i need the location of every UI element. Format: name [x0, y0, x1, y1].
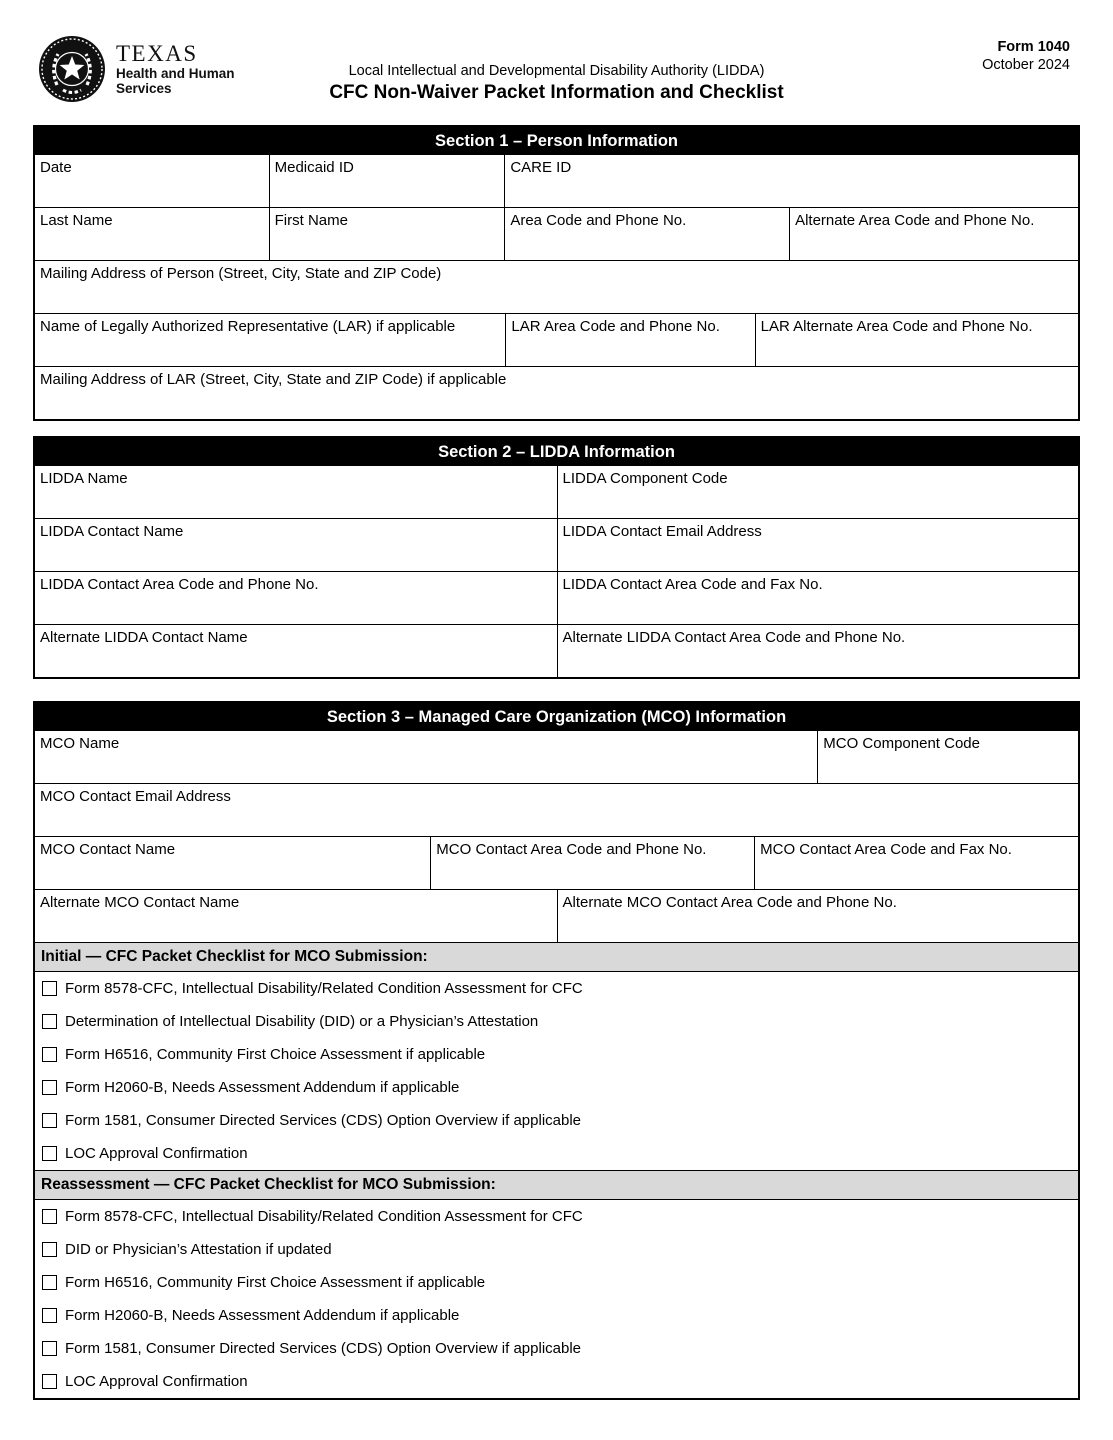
- field-lidda-contact-email-address[interactable]: [557, 519, 1079, 571]
- checklist-item-label: Form 1581, Consumer Directed Services (CDS) Option Overview if applicable: [65, 1339, 582, 1357]
- checklist-item-label: LOC Approval Confirmation: [65, 1372, 248, 1390]
- field-label: Area Code and Phone No.: [510, 212, 687, 229]
- field-name-of-legally-authorized-representative-lar-if-applicable[interactable]: [35, 314, 505, 366]
- reassessment-checkbox-form-h2060-b-needs-assessment-addendum-i[interactable]: [42, 1308, 57, 1323]
- checklist-item-label: Determination of Intellectual Disability (DID) or a Physician’s Attestation: [65, 1012, 539, 1030]
- field-label: LIDDA Component Code: [562, 470, 728, 487]
- reassessment-checklist-item: [35, 1365, 1078, 1398]
- field-label: MCO Contact Area Code and Fax No.: [760, 841, 1012, 858]
- field-label: Alternate LIDDA Contact Area Code and Phone No.: [562, 629, 906, 646]
- form-header: [33, 33, 1080, 125]
- field-label: Name of Legally Authorized Representative (LAR) if applicable: [40, 318, 456, 335]
- checklist-item-label: Form H6516, Community First Choice Assessment if applicable: [65, 1045, 486, 1063]
- initial-checklist-item: [35, 972, 1078, 1005]
- field-label: Mailing Address of LAR (Street, City, State and ZIP Code) if applicable: [40, 371, 507, 388]
- section-1-person-information: [33, 125, 1080, 421]
- field-label: MCO Contact Name: [40, 841, 176, 858]
- logo-brand: TEXAS: [116, 41, 198, 66]
- logo-subtitle-line1: Health and Human: [116, 66, 235, 81]
- form-row: [35, 313, 1078, 366]
- field-first-name[interactable]: [269, 208, 505, 260]
- checklist-item-label: Form H6516, Community First Choice Assessment if applicable: [65, 1273, 486, 1291]
- field-label: Alternate MCO Contact Name: [40, 894, 240, 911]
- checklist-item-label: Form 1581, Consumer Directed Services (CDS) Option Overview if applicable: [65, 1111, 582, 1129]
- field-mco-contact-email-address[interactable]: [35, 784, 1078, 836]
- section-1-rows: [35, 155, 1078, 419]
- initial-checklist: [35, 972, 1078, 1170]
- field-mailing-address-of-person-street-city-state-and-zip-code[interactable]: [35, 261, 1078, 313]
- checklist-item-label: LOC Approval Confirmation: [65, 1144, 248, 1162]
- field-date[interactable]: [35, 155, 269, 207]
- form-row: [35, 518, 1078, 571]
- field-mco-contact-name[interactable]: [35, 837, 430, 889]
- field-label: MCO Contact Email Address: [40, 788, 231, 805]
- field-label: Date: [40, 159, 72, 176]
- reassessment-checklist: [35, 1200, 1078, 1398]
- field-label: Medicaid ID: [274, 159, 354, 176]
- initial-checklist-subheader: Initial — CFC Packet Checklist for MCO Submission:: [35, 942, 1078, 972]
- form-subtitle: Local Intellectual and Developmental Disability Authority (LIDDA): [348, 63, 765, 79]
- section-2-lidda-information: [33, 436, 1080, 679]
- field-alternate-mco-contact-area-code-and-phone-no[interactable]: [557, 890, 1079, 942]
- field-lar-area-code-and-phone-no[interactable]: [505, 314, 754, 366]
- reassessment-checklist-item: [35, 1266, 1078, 1299]
- initial-checklist-item: [35, 1038, 1078, 1071]
- section-2-header: Section 2 – LIDDA Information: [35, 438, 1078, 466]
- initial-checkbox-form-h6516-community-first-choice-assess[interactable]: [42, 1047, 57, 1062]
- checklist-item-label: DID or Physician’s Attestation if updated: [65, 1240, 332, 1258]
- form-row: [35, 207, 1078, 260]
- field-label: LIDDA Contact Area Code and Fax No.: [562, 576, 823, 593]
- field-lidda-component-code[interactable]: [557, 466, 1079, 518]
- field-lidda-contact-area-code-and-phone-no[interactable]: [35, 572, 557, 624]
- reassessment-checkbox-form-1581-consumer-directed-services-cds[interactable]: [42, 1341, 57, 1356]
- field-mco-name[interactable]: [35, 731, 817, 783]
- form-row: [35, 836, 1078, 889]
- initial-checklist-item: [35, 1071, 1078, 1104]
- field-label: LIDDA Contact Email Address: [562, 523, 762, 540]
- field-lidda-contact-area-code-and-fax-no[interactable]: [557, 572, 1079, 624]
- field-mco-component-code[interactable]: [817, 731, 1078, 783]
- reassessment-checkbox-form-h6516-community-first-choice-assess[interactable]: [42, 1275, 57, 1290]
- field-label: Alternate LIDDA Contact Name: [40, 629, 248, 646]
- field-alternate-lidda-contact-area-code-and-phone-no[interactable]: [557, 625, 1079, 677]
- field-area-code-and-phone-no[interactable]: [504, 208, 789, 260]
- initial-checkbox-form-1581-consumer-directed-services-cds[interactable]: [42, 1113, 57, 1128]
- initial-checkbox-loc-approval-confirmation[interactable]: [42, 1146, 57, 1161]
- form-number: Form 1040: [997, 39, 1070, 55]
- checklist-item-label: Form 8578-CFC, Intellectual Disability/Related Condition Assessment for CFC: [65, 979, 583, 997]
- checklist-item-label: Form H2060-B, Needs Assessment Addendum if applicable: [65, 1306, 460, 1324]
- reassessment-checkbox-loc-approval-confirmation[interactable]: [42, 1374, 57, 1389]
- field-label: MCO Component Code: [823, 735, 980, 752]
- checklist-item-label: Form 8578-CFC, Intellectual Disability/Related Condition Assessment for CFC: [65, 1207, 583, 1225]
- field-lidda-contact-name[interactable]: [35, 519, 557, 571]
- field-alternate-lidda-contact-name[interactable]: [35, 625, 557, 677]
- form-row: [35, 731, 1078, 783]
- form-revision-date: October 2024: [982, 57, 1070, 73]
- field-mco-contact-area-code-and-phone-no[interactable]: [430, 837, 754, 889]
- form-row: [35, 366, 1078, 419]
- initial-checkbox-form-h2060-b-needs-assessment-addendum-i[interactable]: [42, 1080, 57, 1095]
- field-label: LAR Area Code and Phone No.: [511, 318, 720, 335]
- section-1-header: Section 1 – Person Information: [35, 127, 1078, 155]
- field-last-name[interactable]: [35, 208, 269, 260]
- reassessment-checkbox-did-or-physician-s-attestation-if-update[interactable]: [42, 1242, 57, 1257]
- form-row: [35, 155, 1078, 207]
- field-medicaid-id[interactable]: [269, 155, 505, 207]
- reassessment-checklist-subheader: Reassessment — CFC Packet Checklist for MCO Submission:: [35, 1170, 1078, 1200]
- initial-checklist-item: [35, 1104, 1078, 1137]
- field-label: MCO Name: [40, 735, 120, 752]
- form-row: [35, 466, 1078, 518]
- field-mco-contact-area-code-and-fax-no[interactable]: [754, 837, 1078, 889]
- field-alternate-area-code-and-phone-no[interactable]: [789, 208, 1078, 260]
- form-row: [35, 624, 1078, 677]
- reassessment-checklist-item: [35, 1233, 1078, 1266]
- page-title: CFC Non-Waiver Packet Information and Checklist: [329, 82, 784, 103]
- field-label: First Name: [274, 212, 348, 229]
- field-care-id[interactable]: [504, 155, 1078, 207]
- form-row: [35, 889, 1078, 942]
- field-label: Mailing Address of Person (Street, City, State and ZIP Code): [40, 265, 442, 282]
- initial-checkbox-form-8578-cfc-intellectual-disability-re[interactable]: [42, 981, 57, 996]
- reassessment-checklist-item: [35, 1200, 1078, 1233]
- reassessment-checkbox-form-8578-cfc-intellectual-disability-re[interactable]: [42, 1209, 57, 1224]
- initial-checklist-item: [35, 1137, 1078, 1170]
- field-lar-alternate-area-code-and-phone-no[interactable]: [755, 314, 1078, 366]
- section-2-rows: [35, 466, 1078, 677]
- section-3-rows: [35, 731, 1078, 942]
- field-label: CARE ID: [510, 159, 572, 176]
- field-label: LIDDA Contact Area Code and Phone No.: [40, 576, 319, 593]
- field-label: LIDDA Name: [40, 470, 128, 487]
- form-meta: [982, 38, 1070, 74]
- field-label: Alternate Area Code and Phone No.: [795, 212, 1035, 229]
- field-label: Last Name: [40, 212, 113, 229]
- form-row: [35, 571, 1078, 624]
- reassessment-checklist-item: [35, 1332, 1078, 1365]
- field-label: LIDDA Contact Name: [40, 523, 184, 540]
- field-mailing-address-of-lar-street-city-state-and-zip-code-if-applicable[interactable]: [35, 367, 1078, 419]
- field-label: Alternate MCO Contact Area Code and Phone No.: [562, 894, 897, 911]
- logo-subtitle-line2: Services: [116, 81, 172, 96]
- field-label: MCO Contact Area Code and Phone No.: [436, 841, 707, 858]
- form-row: [35, 260, 1078, 313]
- initial-checklist-item: [35, 1005, 1078, 1038]
- form-row: [35, 783, 1078, 836]
- field-alternate-mco-contact-name[interactable]: [35, 890, 557, 942]
- field-label: LAR Alternate Area Code and Phone No.: [760, 318, 1033, 335]
- section-3-mco-information: [33, 701, 1080, 1400]
- checklist-item-label: Form H2060-B, Needs Assessment Addendum if applicable: [65, 1078, 460, 1096]
- field-lidda-name[interactable]: [35, 466, 557, 518]
- reassessment-checklist-item: [35, 1299, 1078, 1332]
- form-title-block: [33, 62, 1080, 105]
- section-3-header: Section 3 – Managed Care Organization (MCO) Information: [35, 703, 1078, 731]
- initial-checkbox-determination-of-intellectual-disability[interactable]: [42, 1014, 57, 1029]
